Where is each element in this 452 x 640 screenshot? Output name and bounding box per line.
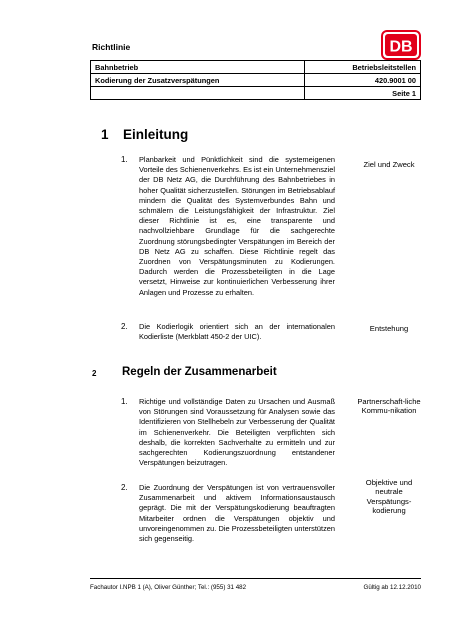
section-2-number: 2 bbox=[92, 369, 97, 378]
paragraph-number: 2. bbox=[121, 483, 128, 492]
paragraph-text: Planbarkeit und Pünktlichkeit sind die systemeigenen Vorteile des Schienenverkehrs. Es ist ein Unternehmensziel der DB Netz AG, die Durchführung des Bahnbetriebes in hoher Qualität sicherzustellen. Störungen im Betriebsablauf mindern die Qualität des Systemverbundes Bahn und schmälern die Leistungsfähigkeit der Infrastruktur. Ziel dieser Richtlinie ist es, eine transparente und nachvollziehbare Grundlage für die sachgerechte Zuordnung störungsbedingter Verspätungen im Bereich der DB Netz AG zu schaffen. Diese Richtlinie regelt das Zuordnen von Verspätungsminuten zu Kodierungen. Dadurch werden die Prozessbeteiligten in die Lage versetzt, Hinweise zur kontinuierlichen Verbesserung ihrer Anlagen und Prozesse zu erhalten. bbox=[139, 155, 335, 297]
footer-author: Fachautor I.NPB 1 (A), Oliver Günther; Tel.: (955) 31 482 bbox=[90, 584, 247, 591]
header-page-number: Seite 1 bbox=[304, 87, 420, 100]
paragraph-number: 2. bbox=[121, 322, 128, 331]
db-logo-text: DB bbox=[389, 38, 413, 56]
db-logo bbox=[381, 30, 421, 60]
paragraph-text: Die Kodierlogik orientiert sich an der internationalen Kodierliste (Merkblatt 450-2 der UIC). bbox=[139, 322, 335, 342]
footer-divider bbox=[90, 578, 421, 579]
paragraph-number: 1. bbox=[121, 397, 128, 406]
paragraph-text: Die Zuordnung der Verspätungen ist von vertrauensvoller Zusammenarbeit und aktivem Informationsaustausch geprägt. Die mit der Verspätungskodierung beauftragten Mitarbeiter ordnen die Verspätungen objektiv und unvoreingenommen zu. Die Prozessbeteiligten unterstützen sich gegenseitig. bbox=[139, 483, 335, 544]
header-document-number: 420.9001 00 bbox=[304, 74, 420, 87]
footer-valid-from: Gültig ab 12.12.2010 bbox=[363, 584, 421, 591]
header-document-title: Kodierung der Zusatzverspätungen bbox=[91, 74, 305, 87]
header-area: Bahnbetrieb bbox=[91, 61, 305, 74]
section-1-number: 1 bbox=[101, 127, 109, 142]
margin-note: Entstehung bbox=[369, 324, 409, 333]
header-empty-cell bbox=[91, 87, 305, 100]
paragraph-number: 1. bbox=[121, 155, 128, 164]
margin-note: Ziel und Zweck bbox=[363, 160, 415, 169]
margin-note: Partnerschaft-liche Kommu-nikation bbox=[357, 397, 421, 416]
header-department: Betriebsleitstellen bbox=[304, 61, 420, 74]
document-type: Richtlinie bbox=[92, 42, 131, 52]
paragraph-text: Richtige und vollständige Daten zu Ursachen und Ausmaß von Störungen sind Voraussetzung für Analysen sowie das Identifizieren von Stellhebeln zur Verbesserung der Qualität im Schienenverkehr. Die Beteiligten verpflichten sich deshalb, die korrekten Sachverhalte zu ermitteln und zur sachgerechten Kodierungszuordnung entstandener Verspätungen beizutragen. bbox=[139, 397, 335, 468]
section-1-title: Einleitung bbox=[123, 127, 189, 142]
margin-note: Objektive und neutrale Verspätungs-kodierung bbox=[365, 478, 413, 516]
section-2-title: Regeln der Zusammenarbeit bbox=[122, 366, 277, 378]
document-header-table bbox=[90, 60, 421, 100]
